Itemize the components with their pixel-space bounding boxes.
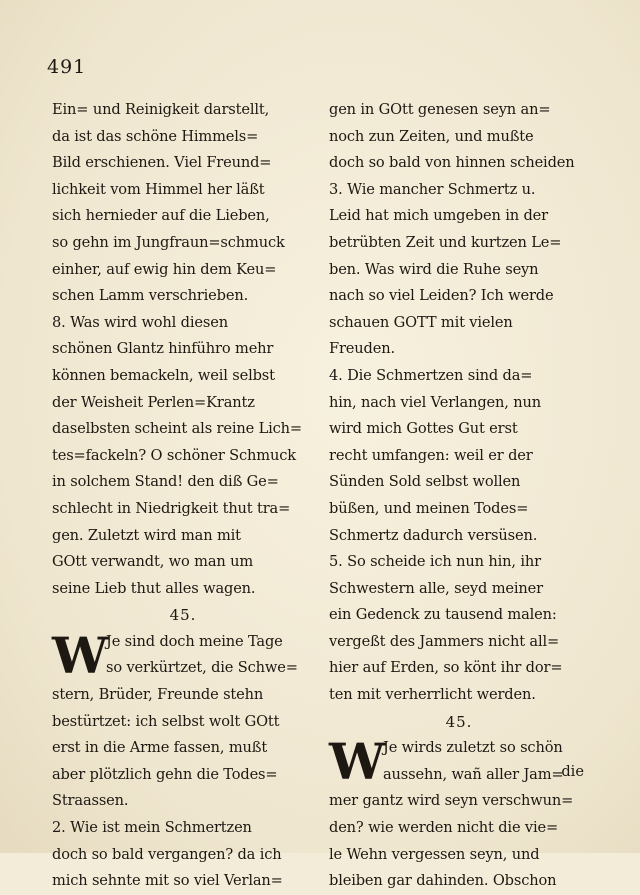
text-line: Freuden. [329,340,395,358]
text-line: sich hernieder auf die Lieben, [52,207,270,225]
text-line: Je sind doch meine Tage [106,632,283,650]
text-line: 2. Wie ist mein Schmertzen [52,819,252,837]
text-line: doch so bald vergangen? da ich [52,845,282,863]
dropcap-block [52,625,314,685]
text-line: schlecht in Niedrigkeit thut tra= [52,499,291,517]
text-line: den? wie werden nicht die vie= [329,819,559,837]
text-line: Bild erschienen. Viel Freund= [52,154,272,172]
text-line: bleiben gar dahinden. Obschon [329,872,557,890]
text-line: nach so viel Leiden? Ich werde [329,287,554,305]
text-line: erst in die Arme fassen, mußt [52,739,268,757]
text-line: lichkeit vom Himmel her läßt [52,180,265,198]
text-line: wird mich Gottes Gut erst [329,420,518,438]
text-line: 4. Die Schmertzen sind da= [329,366,533,384]
drop-capital: W [329,732,386,792]
text-line: büßen, und meinen Todes= [329,499,529,517]
left-column [52,97,314,895]
text-line: Schwestern alle, seyd meiner [329,579,543,597]
text-line: in solchem Stand! den diß Ge= [52,473,279,491]
text-line: Leid hat mich umgeben in der [329,207,548,225]
text-line: gen in GOtt genesen seyn an= [329,101,551,118]
text-line: ben. Was wird die Ruhe seyn [329,260,539,278]
text-line: so gehn im Jungfraun=schmuck [52,233,285,251]
text-line: der Weisheit Perlen=Krantz [52,393,255,411]
text-line: Straassen. [52,792,129,810]
right-column [329,97,589,895]
drop-capital: W [52,625,109,685]
catchword: die [561,763,584,780]
text-line: betrübten Zeit und kurtzen Le= [329,233,562,251]
text-line: einher, auf ewig hin dem Keu= [52,260,277,278]
page-number: 491 [47,56,87,78]
text-line: bestürtzet: ich selbst wolt GOtt [52,712,280,730]
text-line: 8. Was wird wohl diesen [52,313,228,331]
text-line: 5. So scheide ich nun hin, ihr [329,553,541,571]
text-line: vergeßt des Jammers nicht all= [329,632,560,650]
text-line: Sünden Sold selbst wollen [329,473,521,491]
text-line: Je wirds zuletzt so schön [383,739,563,757]
text-line: können bemackeln, weil selbst [52,366,275,384]
text-line: mer gantz wird seyn verschwun= [329,792,574,810]
hymn-number-heading: 45. [169,606,197,625]
text-line: stern, Brüder, Freunde stehn [52,686,264,704]
text-line: doch so bald von hinnen scheiden [329,154,575,172]
text-line: noch zun Zeiten, und mußte [329,127,534,145]
text-line: schen Lamm verschrieben. [52,287,249,305]
text-line: so verkürtzet, die Schwe= [106,659,298,677]
text-line: hier auf Erden, so könt ihr dor= [329,659,563,677]
text-line: da ist das schöne Himmels= [52,127,259,145]
text-line: aber plötzlich gehn die Todes= [52,765,278,783]
text-line: Schmertz dadurch versüsen. [329,526,538,544]
text-line: Ein= und Reinigkeit darstellt, [52,101,270,118]
text-line: schauen GOTT mit vielen [329,313,513,331]
text-line: gen. Zuletzt wird man mit [52,526,241,544]
text-line: mich sehnte mit so viel Verlan= [52,872,283,890]
text-line: daselbsten scheint als reine Lich= [52,420,302,438]
text-line: ten mit verherrlicht werden. [329,686,536,704]
text-line: seine Lieb thut alles wagen. [52,579,256,597]
hymn-number-heading: 45. [445,712,473,731]
text-line: le Wehn vergessen seyn, und [329,845,540,863]
text-line: ein Gedenck zu tausend malen: [329,606,557,624]
text-line: recht umfangen: weil er der [329,446,533,464]
text-line: 3. Wie mancher Schmertz u. [329,180,536,198]
text-line: GOtt verwandt, wo man um [52,553,254,571]
text-line: hin, nach viel Verlangen, nun [329,393,541,411]
text-line: aussehn, wañ aller Jam= [383,765,564,783]
text-line: schönen Glantz hinführo mehr [52,340,274,358]
text-line: tes=fackeln? O schöner Schmuck [52,446,296,464]
dropcap-block [329,732,589,792]
